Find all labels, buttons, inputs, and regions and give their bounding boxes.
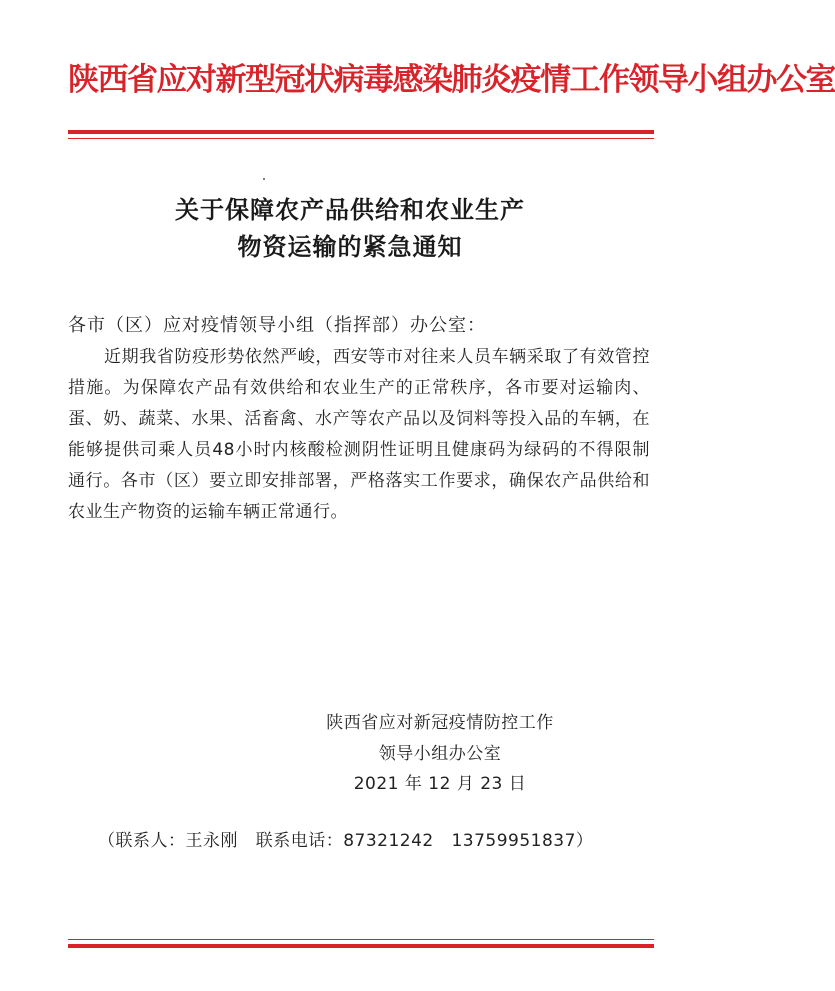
header-divider-thin <box>68 138 654 139</box>
document-title-line2: 物资运输的紧急通知 <box>237 232 463 261</box>
body-paragraph: 近期我省防疫形势依然严峻，西安等市对往来人员车辆采取了有效管控措施。为保障农产品有效供给和农业生产的正常秩序，各市要对运输肉、蛋、奶、蔬菜、水果、活畜禽、水产等农产品以及饲料等投入品的车辆，在能够提供司乘人员48小时内核酸检测阴性证明且健康码为绿码的不得限制通行。各市（区）要立即安排部署，严格落实工作要求，确保农产品供给和农业生产物资的运输车辆正常通行。 <box>68 347 650 522</box>
header-org-title: 陕西省应对新型冠状病毒感染肺炎疫情工作领导小组办公室 <box>68 62 835 98</box>
footer-divider-thick <box>68 944 654 948</box>
header-divider-thick <box>68 130 654 134</box>
scan-speck <box>263 178 265 180</box>
signature-line1: 陕西省应对新冠疫情防控工作 <box>326 713 554 733</box>
salutation: 各市（区）应对疫情领导小组（指挥部）办公室： <box>68 315 486 336</box>
signature-line2: 领导小组办公室 <box>378 744 502 764</box>
signature-date: 2021 年 12 月 23 日 <box>353 774 527 794</box>
contact-info: （联系人：王永刚 联系电话：87321242 13759951837） <box>98 831 594 851</box>
footer-divider-thin <box>68 939 654 940</box>
document-title-line1: 关于保障农产品供给和农业生产 <box>175 195 525 224</box>
